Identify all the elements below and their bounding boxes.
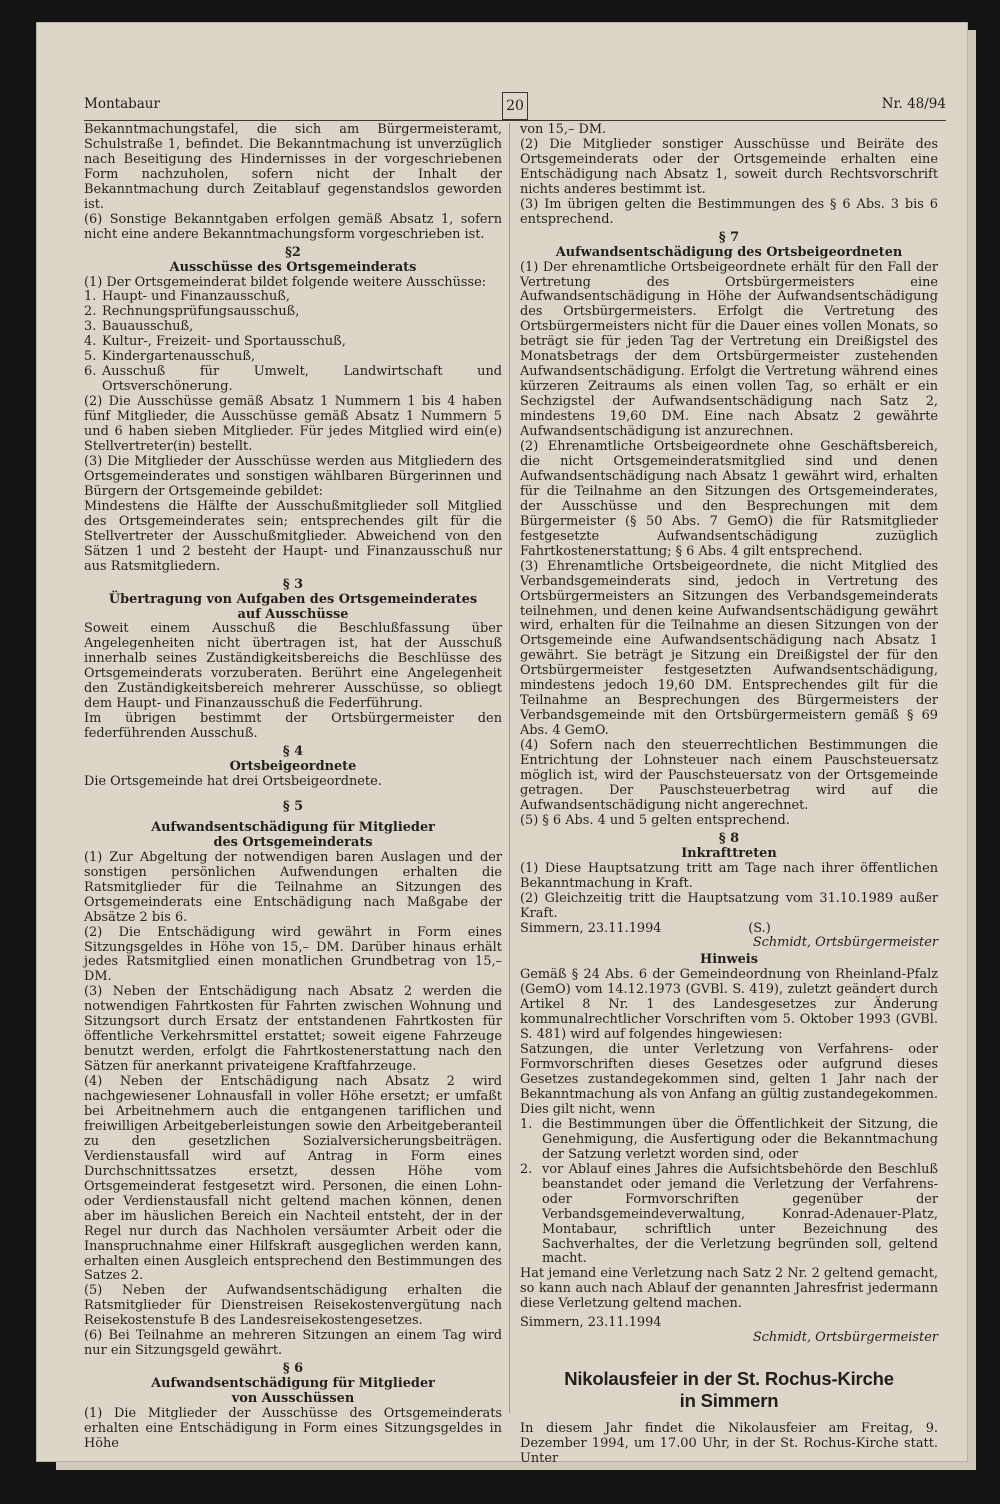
paragraph: von 15,– DM.: [520, 122, 607, 137]
exception-list: [520, 1118, 938, 1268]
article-headline: [520, 1368, 938, 1412]
section-number: § 4: [282, 744, 304, 760]
list-item: 4. Kultur-, Freizeit- und Sportausschuß,: [84, 334, 346, 350]
page-number: 20: [502, 92, 528, 120]
paragraph: (2) Die Mitglieder sonstiger Ausschüsse und Beiräte des Ortsgemeinderats oder der Ortsgemeinde erhalten eine Entschädigung nach Absatz 1, soweit durch Rechtsvorschrift nichts anderes bestimmt ist.: [520, 136, 938, 197]
header-place: Montabaur: [84, 96, 160, 112]
seal-mark: (S.): [748, 920, 771, 936]
section-title: des Ortsgemeinderats: [213, 834, 373, 850]
paragraph: (2) Gleichzeitig tritt die Hauptsatzung vom 31.10.1989 außer Kraft.: [520, 890, 938, 921]
section-title: auf Ausschüsse: [237, 606, 349, 622]
headline-line: Nikolausfeier in der St. Rochus-Kirche: [564, 1368, 894, 1390]
page-header: [84, 92, 946, 121]
section-number: § 8: [718, 830, 740, 846]
paragraph: (4) Neben der Entschädigung nach Absatz 2 wird nachgewiesener Lohnausfall in voller Höhe ersetzt; er umfaßt bei Arbeitnehmern auch die entgangenen tariflichen und freiwilligen Arbeitgeberleistungen sowie den Arbeitgeberanteil zu den gesetzlichen Sozialversicherungsbeiträgen. Verdienstausfall wird auf Antrag in Form eines Durchschnittssatzes ersetzt, dessen Höhe vom Ortsgemeinderat festgesetzt wird. Personen, die einen Lohn- oder Verdienstausfall nicht geltend machen können, denen aber im häuslichen Bereich ein Nachteil entsteht, der in der Regel nur durch das Nachholen versäumter Arbeit oder die Inanspruchnahme einer Hilfskraft ausgeglichen werden kann, erhalten einen Ausgleich entsprechend den Bestimmungen des Satzes 2.: [84, 1074, 502, 1284]
paragraph: Gemäß § 24 Abs. 6 der Gemeindeordnung von Rheinland-Pfalz (GemO) vom 14.12.1973 (GVBl. S. 419), zuletzt geändert durch Artikel 8 Nr. 1 des Landesgesetzes zur Änderung kommunalrechtlicher Vorschriften vom 5. Oktober 1993 (GVBl. S. 481) wird auf folgendes hingewiesen:: [520, 967, 938, 1043]
list-item: 3. Bauausschuß,: [84, 319, 194, 335]
section-number: § 3: [282, 576, 304, 592]
paragraph: Hat jemand eine Verletzung nach Satz 2 Nr. 2 geltend gemacht, so kann auch nach Ablauf der genannten Jahresfrist jedermann diese Verletzung geltend machen.: [520, 1266, 938, 1312]
paragraph: (6) Sonstige Bekanntgaben erfolgen gemäß Absatz 1, sofern nicht eine andere Bekanntmachungsform vorgeschrieben ist.: [84, 211, 502, 242]
paragraph: (3) Neben der Entschädigung nach Absatz 2 werden die notwendigen Fahrtkosten für Fahrten zwischen Wohnung und Sitzungsort durch Ersatz der entstandenen Fahrtkosten für öffentliche Verkehrsmittel erstattet; soweit eigene Fahrzeuge benutzt werden, erfolgt die Fahrtkostenerstattung nach den Sätzen für anerkannt privateigene Kraftfahrzeuge.: [84, 984, 502, 1075]
paragraph: (1) Die Mitglieder der Ausschüsse des Ortsgemeinderats erhalten eine Entschädigung in Form eines Sitzungsgeldes in Höhe: [84, 1406, 502, 1451]
section-title: Ortsbeigeordnete: [229, 759, 357, 775]
section-title: Inkrafttreten: [681, 845, 777, 861]
list-item: 1. Haupt- und Finanzausschuß,: [84, 289, 290, 305]
section-title: von Ausschüssen: [231, 1391, 355, 1407]
paragraph: Satzungen, die unter Verletzung von Verfahrens- oder Formvorschriften dieses Gesetzes oder aufgrund dieses Gesetzes zustandegekommen sind, gelten 1 Jahr nach der Bekanntmachung als von Anfang an gültig zustandegekommen. Dies gilt nicht, wenn: [520, 1042, 938, 1117]
section-number: §2: [285, 244, 301, 260]
article-text: In diesem Jahr findet die Nikolausfeier am Freitag, 9. Dezember 1994, um 17.00 Uhr, in der St. Rochus-Kirche statt. Unter: [520, 1421, 938, 1467]
paragraph: (3) Ehrenamtliche Ortsbeigeordnete, die nicht Mitglied des Verbandsgemeinderats sind, jedoch in Vertretung des Ortsbürgermeisters an Sitzungen des Verbandsgemeinderats teilnehmen, und denen keine Aufwandsentschädigung gewährt wird, erhalten für die Teilnahme an diesen Sitzungen von der Ortsgemeinde eine Aufwandsentschädigung nach Absatz 1 gewährt. Sie beträgt je Sitzung ein Dreißigstel der für den Ortsbürgermeister festgesetzten Aufwandsentschädigung, mindestens jedoch 19,60 DM. Entsprechendes gilt für die Teilnahme an Besprechungen des Bürgermeisters der Verbandsgemeinde mit den Ortsbürgermeistern gemäß § 69 Abs. 4 GemO.: [520, 558, 938, 739]
place-date-row: [520, 922, 771, 937]
paragraph: (2) Die Ausschüsse gemäß Absatz 1 Nummern 1 bis 4 haben fünf Mitglieder, die Ausschüsse gemäß Absatz 1 Nummern 5 und 6 haben sieben Mitglieder. Für jedes Mitglied wird ein(e) Stellvertreter(in) bestellt.: [84, 394, 502, 455]
signature: Schmidt, Ortsbürgermeister: [752, 1330, 938, 1346]
paragraph: Die Ortsgemeinde hat drei Ortsbeigeordnete.: [84, 773, 382, 789]
section-title: Aufwandsentschädigung des Ortsbeigeordneten: [555, 244, 903, 260]
right-column: [520, 123, 938, 1467]
place-date: Simmern, 23.11.1994: [520, 1315, 662, 1331]
paragraph: (2) Ehrenamtliche Ortsbeigeordnete ohne Geschäftsbereich, die nicht Ortsgemeinderatsmitglied sind und denen Aufwandsentschädigung nach Absatz 1 gewährt wird, erhalten für die Teilnahme an den Sitzungen des Ortsgemeinderates, der Ausschüsse und den Besprechungen mit dem Bürgermeister (§ 50 Abs. 7 GemO) die für Ratsmitglieder festgesetzte Aufwandsentschädigung zuzüglich Fahrtkostenerstattung; § 6 Abs. 4 gilt entsprechend.: [520, 439, 938, 559]
issue-number: Nr. 48/94: [881, 96, 946, 112]
paragraph: Mindestens die Hälfte der Ausschußmitglieder soll Mitglied des Ortsgemeinderates sein; entsprechendes gilt für die Stellvertreter der Ausschußmitglieder. Abweichend von den Sätzen 1 und 2 besteht der Haupt- und Finanzausschuß nur aus Ratsmitgliedern.: [84, 498, 502, 574]
list-item: 2. Rechnungsprüfungsausschuß,: [84, 304, 300, 320]
committee-list: [84, 290, 502, 395]
signature: Schmidt, Ortsbürgermeister: [752, 935, 938, 951]
list-item: 6. Ausschuß für Umwelt, Landwirtschaft und Ortsverschönerung.: [84, 364, 502, 395]
section-title: Übertragung von Aufgaben des Ortsgemeinderates: [108, 591, 478, 607]
section-title: Ausschüsse des Ortsgemeinderats: [169, 259, 417, 275]
list-item: 5. Kindergartenausschuß,: [84, 349, 256, 365]
place-date: Simmern, 23.11.1994: [520, 920, 662, 936]
paragraph: (3) Die Mitglieder der Ausschüsse werden aus Mitgliedern des Ortsgemeinderates und sonstigen wählbaren Bürgerinnen und Bürgern der Ortsgemeinde gebildet:: [84, 453, 502, 499]
column-divider: [509, 123, 510, 1413]
paragraph: (6) Bei Teilnahme an mehreren Sitzungen an einem Tag wird nur ein Sitzungsgeld gewährt.: [84, 1328, 502, 1359]
paragraph: (1) Diese Hauptsatzung tritt am Tage nach ihrer öffentlichen Bekanntmachung in Kraft.: [520, 860, 938, 891]
paragraph: (5) § 6 Abs. 4 und 5 gelten entsprechend.: [520, 812, 790, 828]
section-number: § 6: [282, 1361, 304, 1377]
headline-line: in Simmern: [679, 1390, 779, 1412]
paragraph: (4) Sofern nach den steuerrechtlichen Bestimmungen die Entrichtung der Lohnsteuer nach einem Pauschsteuersatz möglich ist, wird der Pauschsteuersatz von der Ortsgemeinde getragen. Der Pauschsteuerbetrag wird auf die Aufwandsentschädigung nicht angerechnet.: [520, 738, 938, 813]
section-title: Aufwandsentschädigung für Mitglieder: [151, 819, 435, 835]
paragraph: Soweit einem Ausschuß die Beschlußfassung über Angelegenheiten nicht übertragen ist, hat der Ausschuß innerhalb seines Zuständigkeitsbereichs die Beschlüsse des Ortsgemeinderats vorzuberaten. Berührt eine Angelegenheit den Zuständigkeitsbereich mehrerer Ausschüsse, so obliegt dem Haupt- und Finanzausschuß die Federführung.: [84, 621, 502, 712]
paragraph: Bekanntmachungstafel, die sich am Bürgermeisteramt, Schulstraße 1, befindet. Die Bekanntmachung ist unverzüglich nach Beseitigung des Hindernisses in der vorgeschriebenen Form nachzuholen, sofern nicht der Inhalt der Bekanntmachung durch Zeitablauf gegenstandslos geworden ist.: [84, 122, 502, 212]
list-item: 1. die Bestimmungen über die Öffentlichkeit der Sitzung, die Genehmigung, die Ausfertigung oder die Bekanntmachung der Satzung verletzt worden sind, oder: [520, 1116, 938, 1162]
section-number: § 7: [718, 229, 740, 245]
paragraph: (5) Neben der Aufwandsentschädigung erhalten die Ratsmitglieder für Dienstreisen Reisekostenvergütung nach Reisekostenstufe B des Landesreisekostengesetzes.: [84, 1283, 502, 1329]
paragraph: (3) Im übrigen gelten die Bestimmungen des § 6 Abs. 3 bis 6 entsprechend.: [520, 196, 938, 227]
paragraph: (1) Der Ortsgemeinderat bildet folgende weitere Ausschüsse:: [84, 274, 487, 290]
paragraph: Im übrigen bestimmt der Ortsbürgermeister den federführenden Ausschuß.: [84, 711, 502, 742]
paragraph: (1) Der ehrenamtliche Ortsbeigeordnete erhält für den Fall der Vertretung des Ortsbürgermeisters eine Aufwandsentschädigung in Höhe der Aufwandsentschädigung des Ortsbürgermeisters. Erfolgt die Vertretung des Ortsbürgermeisters nicht für die Dauer eines vollen Monats, so beträgt sie für jeden Tag der Vertretung ein Dreißigstel des Monatsbetrags der dem Ortsbürgermeister zustehenden Aufwandsentschädigung. Erfolgt die Vertretung während eines kürzeren Zeitraums als einen vollen Tag, so erhält er ein Sechzigstel der Aufwandsentschädigung nach Satz 2, mindestens 19,60 DM. Eine nach Absatz 2 gewährte Aufwandsentschädigung ist anzurechnen.: [520, 259, 938, 440]
section-number: § 5: [282, 798, 304, 814]
left-column: [84, 123, 502, 1452]
section-title: Aufwandsentschädigung für Mitglieder: [151, 1376, 435, 1392]
notice-title: Hinweis: [700, 952, 758, 968]
paragraph: (1) Zur Abgeltung der notwendigen baren Auslagen und der sonstigen persönlichen Aufwendungen erhalten die Ratsmitglieder für die Teilnahme an Sitzungen des Ortsgemeinderats eine Entschädigung nach Maßgabe der Absätze 2 bis 6.: [84, 849, 502, 925]
list-item: 2. vor Ablauf eines Jahres die Aufsichtsbehörde den Beschluß beanstandet oder jemand die Verletzung der Verfahrens- oder Formvorschriften gegenüber der Verbandsgemeindeverwaltung, Konrad-Adenauer-Platz, Montabaur, schriftlich unter Bezeichnung des Sachverhaltes, der die Verletzung begründen soll, geltend macht.: [520, 1161, 938, 1267]
paragraph: (2) Die Entschädigung wird gewährt in Form eines Sitzungsgeldes in Höhe von 15,– DM. Darüber hinaus erhält jedes Ratsmitglied einen monatlichen Grundbetrag von 15,– DM.: [84, 924, 502, 985]
